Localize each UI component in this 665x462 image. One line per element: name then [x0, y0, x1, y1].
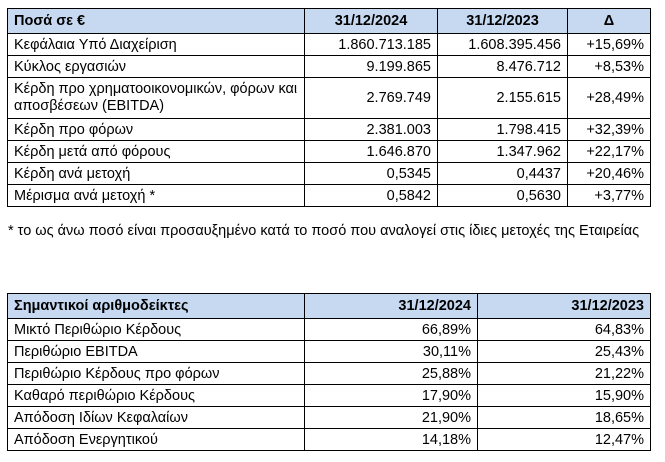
value-2023: 15,90%	[478, 385, 651, 407]
value-2024: 0,5345	[305, 163, 438, 185]
row-label: Απόδοση Ιδίων Κεφαλαίων	[8, 407, 305, 429]
table-row	[8, 385, 651, 407]
value-2024: 14,18%	[305, 429, 478, 451]
row-label: Μικτό Περιθώριο Κέρδους	[8, 319, 305, 341]
value-delta: +22,17%	[568, 141, 651, 163]
table-row	[8, 341, 651, 363]
table-row	[8, 185, 651, 207]
row-label: Κέρδη προ χρηματοοικονομικών, φόρων και αποσβέσεων (EBITDA)	[8, 78, 305, 119]
value-2024: 9.199.865	[305, 56, 438, 78]
value-2023: 64,83%	[478, 319, 651, 341]
table-row	[8, 429, 651, 451]
financial-amounts-table	[7, 8, 651, 207]
row-label: Μέρισμα ανά μετοχή *	[8, 185, 305, 207]
value-2023: 1.798.415	[438, 119, 568, 141]
row-label: Κεφάλαια Υπό Διαχείριση	[8, 34, 305, 56]
value-2024: 0,5842	[305, 185, 438, 207]
row-label: Περιθώριο Κέρδους προ φόρων	[8, 363, 305, 385]
value-2023: 2.155.615	[438, 78, 568, 119]
column-header-2023: 31/12/2023	[438, 9, 568, 34]
table-header-row	[8, 294, 651, 319]
row-label: Κέρδη προ φόρων	[8, 119, 305, 141]
table-row	[8, 363, 651, 385]
value-delta: +15,69%	[568, 34, 651, 56]
value-2024: 1.860.713.185	[305, 34, 438, 56]
row-label: Καθαρό περιθώριο Κέρδους	[8, 385, 305, 407]
value-2024: 2.769.749	[305, 78, 438, 119]
table-row	[8, 163, 651, 185]
column-header-amounts: Ποσά σε €	[8, 9, 305, 34]
column-header-ratios: Σημαντικοί αριθμοδείκτες	[8, 294, 305, 319]
value-delta: +20,46%	[568, 163, 651, 185]
row-label: Κύκλος εργασιών	[8, 56, 305, 78]
value-2023: 1.347.962	[438, 141, 568, 163]
column-header-delta: Δ	[568, 9, 651, 34]
row-label: Περιθώριο EBITDA	[8, 341, 305, 363]
table-row	[8, 319, 651, 341]
value-2023: 12,47%	[478, 429, 651, 451]
value-2023: 1.608.395.456	[438, 34, 568, 56]
value-delta: +28,49%	[568, 78, 651, 119]
column-header-2024: 31/12/2024	[305, 9, 438, 34]
table-row	[8, 78, 651, 119]
value-delta: +8,53%	[568, 56, 651, 78]
table-row	[8, 56, 651, 78]
key-ratios-table	[7, 293, 651, 451]
table-row	[8, 119, 651, 141]
row-label: Απόδοση Ενεργητικού	[8, 429, 305, 451]
value-2024: 66,89%	[305, 319, 478, 341]
footnote: * το ως άνω ποσό είναι προσαυξημένο κατά το ποσό που αναλογεί στις ίδιες μετοχές της Εταιρείας	[8, 223, 640, 239]
table-row	[8, 407, 651, 429]
value-2024: 1.646.870	[305, 141, 438, 163]
value-2024: 17,90%	[305, 385, 478, 407]
row-label: Κέρδη μετά από φόρους	[8, 141, 305, 163]
column-header-2023: 31/12/2023	[478, 294, 651, 319]
value-2023: 0,5630	[438, 185, 568, 207]
value-delta: +3,77%	[568, 185, 651, 207]
value-2023: 8.476.712	[438, 56, 568, 78]
value-2024: 2.381.003	[305, 119, 438, 141]
value-2024: 30,11%	[305, 341, 478, 363]
value-2023: 0,4437	[438, 163, 568, 185]
value-2023: 18,65%	[478, 407, 651, 429]
row-label: Κέρδη ανά μετοχή	[8, 163, 305, 185]
value-2023: 21,22%	[478, 363, 651, 385]
column-header-2024: 31/12/2024	[305, 294, 478, 319]
value-2024: 21,90%	[305, 407, 478, 429]
table-row	[8, 141, 651, 163]
value-2024: 25,88%	[305, 363, 478, 385]
table-row	[8, 34, 651, 56]
table-header-row	[8, 9, 651, 34]
value-delta: +32,39%	[568, 119, 651, 141]
value-2023: 25,43%	[478, 341, 651, 363]
